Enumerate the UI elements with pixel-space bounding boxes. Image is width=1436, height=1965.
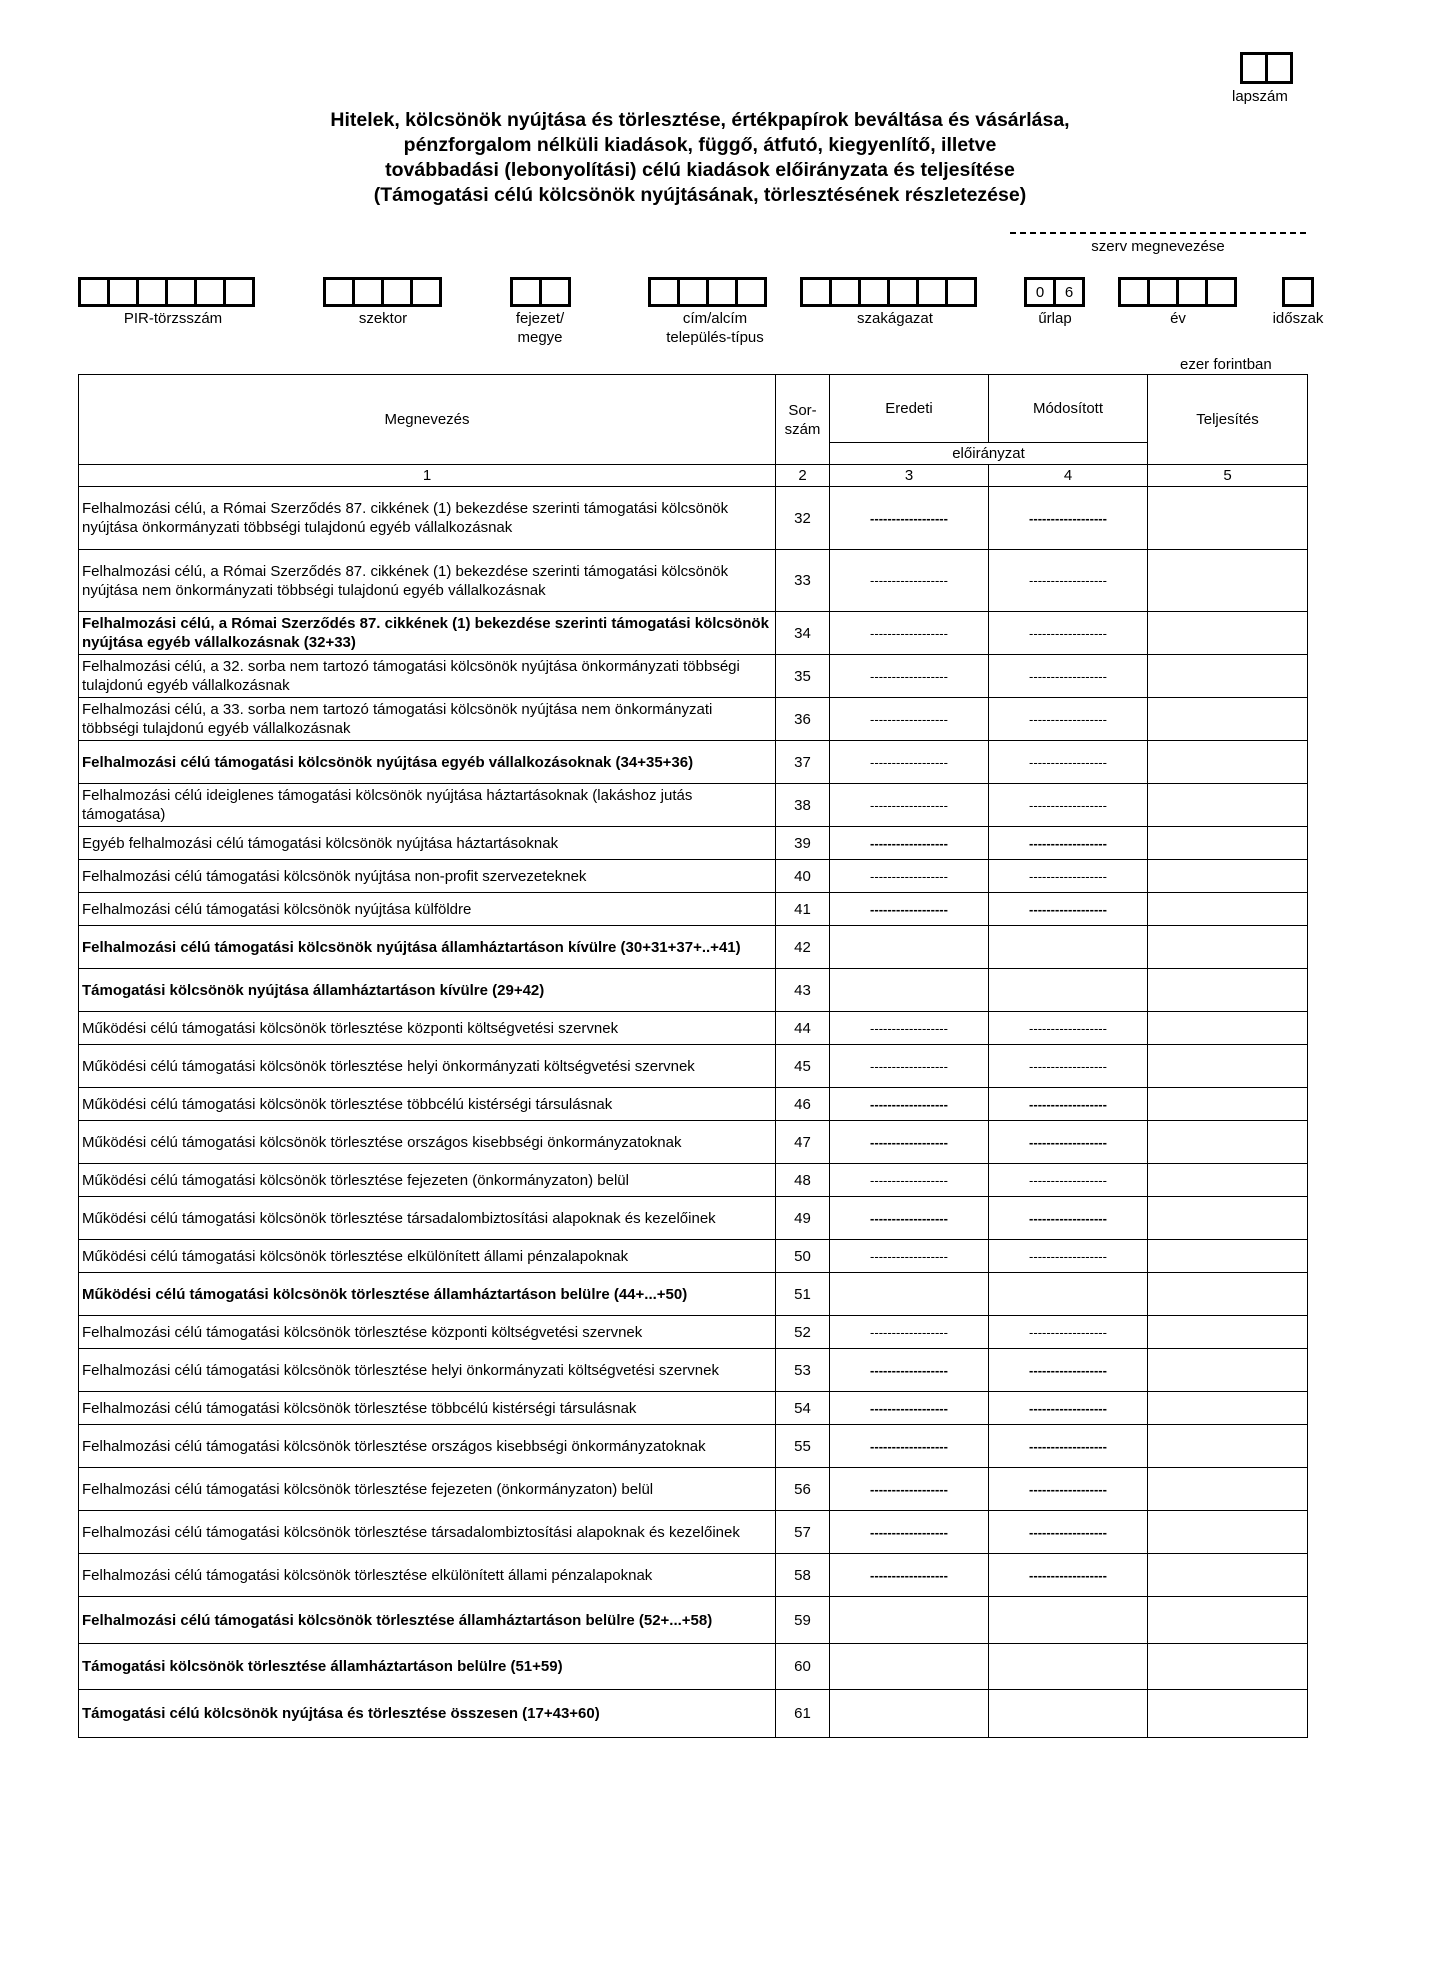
pir-box[interactable]	[223, 277, 255, 307]
cell-eredeti: ------------------	[830, 1511, 989, 1554]
szakagazat-box[interactable]	[829, 277, 861, 307]
table-row	[79, 1088, 1308, 1121]
cell-teljesites[interactable]	[1148, 926, 1308, 969]
cell-teljesites[interactable]	[1148, 969, 1308, 1012]
cell-eredeti[interactable]	[830, 969, 989, 1012]
row-number: 58	[776, 1554, 830, 1597]
row-number: 47	[776, 1121, 830, 1164]
cell-teljesites[interactable]	[1148, 860, 1308, 893]
row-number: 36	[776, 698, 830, 741]
row-number: 49	[776, 1197, 830, 1240]
row-label: Felhalmozási célú támogatási kölcsönök nyújtása non-profit szervezeteknek	[79, 860, 776, 893]
table-row	[79, 860, 1308, 893]
table-row	[79, 1392, 1308, 1425]
row-number: 32	[776, 487, 830, 550]
fejezet-label-1: fejezet/	[515, 310, 565, 327]
ev-box[interactable]	[1118, 277, 1150, 307]
row-label: Támogatási célú kölcsönök nyújtása és törlesztése összesen (17+43+60)	[79, 1690, 776, 1738]
row-number: 50	[776, 1240, 830, 1273]
cim-label-1: cím/alcím	[682, 310, 748, 327]
cell-modositott: ------------------	[989, 655, 1148, 698]
cell-modositott: ------------------	[989, 1511, 1148, 1554]
row-number: 37	[776, 741, 830, 784]
table-row	[79, 1316, 1308, 1349]
row-number: 34	[776, 612, 830, 655]
lapszam-label: lapszám	[1232, 88, 1288, 105]
szektor-box[interactable]	[381, 277, 413, 307]
table-row	[79, 893, 1308, 926]
cell-teljesites[interactable]	[1148, 1273, 1308, 1316]
cell-teljesites[interactable]	[1148, 1316, 1308, 1349]
cell-teljesites[interactable]	[1148, 827, 1308, 860]
cell-teljesites[interactable]	[1148, 1425, 1308, 1468]
lapszam-boxes[interactable]	[1240, 52, 1290, 84]
header-eloiranyzat: előirányzat	[830, 443, 1148, 465]
cell-modositott[interactable]	[989, 1273, 1148, 1316]
cell-teljesites[interactable]	[1148, 655, 1308, 698]
cell-eredeti: ------------------	[830, 1468, 989, 1511]
szektor-boxes[interactable]	[323, 277, 439, 307]
cell-eredeti: ------------------	[830, 612, 989, 655]
table-row	[79, 1425, 1308, 1468]
table-row	[79, 550, 1308, 612]
cell-modositott: ------------------	[989, 1468, 1148, 1511]
cell-eredeti: ------------------	[830, 827, 989, 860]
header-col-3: 3	[830, 465, 989, 487]
cell-teljesites[interactable]	[1148, 1197, 1308, 1240]
cell-modositott: ------------------	[989, 1554, 1148, 1597]
cell-eredeti: ------------------	[830, 1392, 989, 1425]
table-row	[79, 1644, 1308, 1690]
cell-eredeti: ------------------	[830, 1349, 989, 1392]
table-row	[79, 1045, 1308, 1088]
row-number: 51	[776, 1273, 830, 1316]
header-col-5: 5	[1148, 465, 1308, 487]
row-label: Felhalmozási célú támogatási kölcsönök törlesztése helyi önkormányzati költségvetési szervnek	[79, 1349, 776, 1392]
table-row	[79, 1273, 1308, 1316]
cell-teljesites[interactable]	[1148, 1597, 1308, 1644]
cell-teljesites[interactable]	[1148, 1088, 1308, 1121]
szakagazat-boxes[interactable]	[800, 277, 974, 307]
szerv-label: szerv megnevezése	[1091, 238, 1225, 255]
cell-teljesites[interactable]	[1148, 1468, 1308, 1511]
table-row	[79, 1240, 1308, 1273]
fejezet-box[interactable]	[539, 277, 571, 307]
cell-teljesites[interactable]	[1148, 612, 1308, 655]
cell-eredeti: ------------------	[830, 741, 989, 784]
row-number: 40	[776, 860, 830, 893]
row-label: Felhalmozási célú, a Római Szerződés 87. cikkének (1) bekezdése szerinti támogatási kölcsönök nyújtása nem önkormányzati többségi tulajdonú egyéb vállalkozásnak	[79, 550, 776, 612]
table-row	[79, 1468, 1308, 1511]
row-label: Felhalmozási célú, a 32. sorba nem tartozó támogatási kölcsönök nyújtása önkormányzati többségi tulajdonú egyéb vállalkozásnak	[79, 655, 776, 698]
cell-modositott: ------------------	[989, 1425, 1148, 1468]
cell-modositott: ------------------	[989, 550, 1148, 612]
row-label: Támogatási kölcsönök nyújtása államháztartáson kívülre (29+42)	[79, 969, 776, 1012]
cell-modositott: ------------------	[989, 1012, 1148, 1045]
row-number: 61	[776, 1690, 830, 1738]
cell-modositott: ------------------	[989, 1197, 1148, 1240]
row-number: 43	[776, 969, 830, 1012]
cell-teljesites[interactable]	[1148, 784, 1308, 827]
row-label: Egyéb felhalmozási célú támogatási kölcsönök nyújtása háztartásoknak	[79, 827, 776, 860]
pir-label: PIR-törzsszám	[123, 310, 223, 327]
cell-eredeti[interactable]	[830, 1273, 989, 1316]
pir-box[interactable]	[107, 277, 139, 307]
table-row	[79, 1690, 1308, 1738]
table-row	[79, 698, 1308, 741]
cell-eredeti: ------------------	[830, 1554, 989, 1597]
row-label: Felhalmozási célú támogatási kölcsönök törlesztése országos kisebbségi önkormányzatoknak	[79, 1425, 776, 1468]
ev-box[interactable]	[1205, 277, 1237, 307]
cell-teljesites[interactable]	[1148, 741, 1308, 784]
cell-eredeti: ------------------	[830, 893, 989, 926]
table-row	[79, 969, 1308, 1012]
row-number: 44	[776, 1012, 830, 1045]
cell-eredeti: ------------------	[830, 1240, 989, 1273]
cell-modositott: ------------------	[989, 1240, 1148, 1273]
table-row	[79, 827, 1308, 860]
table-row	[79, 1349, 1308, 1392]
cell-eredeti: ------------------	[830, 784, 989, 827]
cell-teljesites[interactable]	[1148, 487, 1308, 550]
form-title	[200, 108, 1200, 208]
cim-boxes[interactable]	[648, 277, 764, 307]
row-number: 42	[776, 926, 830, 969]
table-row	[79, 1164, 1308, 1197]
cell-modositott: ------------------	[989, 1392, 1148, 1425]
cim-box[interactable]	[735, 277, 767, 307]
cell-eredeti: ------------------	[830, 1088, 989, 1121]
cell-modositott: ------------------	[989, 612, 1148, 655]
header-modositott: Módosított	[989, 375, 1148, 443]
row-number: 38	[776, 784, 830, 827]
table-row	[79, 1197, 1308, 1240]
table-row	[79, 1121, 1308, 1164]
lapszam-box-1[interactable]	[1240, 52, 1268, 84]
title-line-3: továbbadási (lebonyolítási) célú kiadások előirányzata és teljesítése	[385, 159, 1015, 181]
row-number: 33	[776, 550, 830, 612]
row-number: 54	[776, 1392, 830, 1425]
title-line-1: Hitelek, kölcsönök nyújtása és törlesztése, értékpapírok beváltása és vásárlása,	[330, 109, 1070, 131]
szakagazat-box[interactable]	[945, 277, 977, 307]
row-label: Felhalmozási célú támogatási kölcsönök törlesztése központi költségvetési szervnek	[79, 1316, 776, 1349]
cell-eredeti[interactable]	[830, 1690, 989, 1738]
table-row	[79, 784, 1308, 827]
szerv-line[interactable]	[1010, 232, 1306, 234]
cell-modositott: ------------------	[989, 1164, 1148, 1197]
cell-teljesites[interactable]	[1148, 1121, 1308, 1164]
cell-eredeti: ------------------	[830, 860, 989, 893]
row-label: Felhalmozási célú támogatási kölcsönök törlesztése fejezeten (önkormányzaton) belül	[79, 1468, 776, 1511]
row-label: Működési célú támogatási kölcsönök törlesztése központi költségvetési szervnek	[79, 1012, 776, 1045]
row-number: 53	[776, 1349, 830, 1392]
pir-box[interactable]	[194, 277, 226, 307]
szakagazat-label: szakágazat	[857, 310, 933, 327]
unit-label: ezer forintban	[1180, 356, 1272, 373]
szakagazat-box[interactable]	[858, 277, 890, 307]
cell-modositott[interactable]	[989, 926, 1148, 969]
cell-teljesites[interactable]	[1148, 698, 1308, 741]
urlap-boxes[interactable]	[1024, 277, 1082, 307]
urlap-label: űrlap	[1038, 310, 1072, 327]
row-label: Felhalmozási célú, a 33. sorba nem tartozó támogatási kölcsönök nyújtása nem önkormányzati többségi tulajdonú egyéb vállalkozásnak	[79, 698, 776, 741]
row-number: 52	[776, 1316, 830, 1349]
row-label: Működési célú támogatási kölcsönök törlesztése országos kisebbségi önkormányzatoknak	[79, 1121, 776, 1164]
idoszak-boxes[interactable]	[1282, 277, 1311, 307]
cell-teljesites[interactable]	[1148, 1240, 1308, 1273]
szektor-box[interactable]	[410, 277, 442, 307]
row-label: Felhalmozási célú támogatási kölcsönök nyújtása államháztartáson kívülre (30+31+37+..+41)	[79, 926, 776, 969]
szektor-label: szektor	[358, 310, 408, 327]
row-label: Felhalmozási célú, a Római Szerződés 87. cikkének (1) bekezdése szerinti támogatási kölcsönök nyújtása önkormányzati többségi tulajdonú egyéb vállalkozásnak	[79, 487, 776, 550]
table-row	[79, 487, 1308, 550]
row-number: 48	[776, 1164, 830, 1197]
idoszak-box[interactable]	[1282, 277, 1314, 307]
cim-label-2: település-típus	[666, 329, 764, 346]
row-label: Felhalmozási célú támogatási kölcsönök nyújtása külföldre	[79, 893, 776, 926]
fejezet-boxes[interactable]	[510, 277, 568, 307]
row-label: Felhalmozási célú támogatási kölcsönök törlesztése társadalombiztosítási alapoknak és kezelőinek	[79, 1511, 776, 1554]
row-number: 46	[776, 1088, 830, 1121]
row-label: Felhalmozási célú támogatási kölcsönök törlesztése államháztartáson belülre (52+...+58)	[79, 1597, 776, 1644]
row-number: 41	[776, 893, 830, 926]
table-row	[79, 926, 1308, 969]
row-label: Felhalmozási célú támogatási kölcsönök törlesztése elkülönített állami pénzalapoknak	[79, 1554, 776, 1597]
cell-eredeti: ------------------	[830, 550, 989, 612]
cell-modositott: ------------------	[989, 698, 1148, 741]
szakagazat-box[interactable]	[887, 277, 919, 307]
ev-label: év	[1170, 310, 1186, 327]
cell-eredeti: ------------------	[830, 1045, 989, 1088]
cell-modositott: ------------------	[989, 1045, 1148, 1088]
ev-box[interactable]	[1147, 277, 1179, 307]
cell-teljesites[interactable]	[1148, 1644, 1308, 1690]
cell-teljesites[interactable]	[1148, 1554, 1308, 1597]
fejezet-label	[490, 309, 590, 347]
header-col-2: 2	[776, 465, 830, 487]
cell-modositott: ------------------	[989, 1121, 1148, 1164]
cell-teljesites[interactable]	[1148, 550, 1308, 612]
header-sorszam: Sor- szám	[776, 375, 830, 465]
header-col-4: 4	[989, 465, 1148, 487]
szektor-box[interactable]	[323, 277, 355, 307]
main-table	[78, 374, 1308, 1738]
row-number: 59	[776, 1597, 830, 1644]
cell-eredeti: ------------------	[830, 1425, 989, 1468]
cell-modositott: ------------------	[989, 741, 1148, 784]
cell-teljesites[interactable]	[1148, 893, 1308, 926]
cell-eredeti[interactable]	[830, 926, 989, 969]
cell-teljesites[interactable]	[1148, 1349, 1308, 1392]
row-label: Felhalmozási célú ideiglenes támogatási kölcsönök nyújtása háztartásoknak (lakáshoz jutás támogatása)	[79, 784, 776, 827]
cell-teljesites[interactable]	[1148, 1511, 1308, 1554]
szakagazat-box[interactable]	[800, 277, 832, 307]
row-label: Támogatási kölcsönök törlesztése államháztartáson belülre (51+59)	[79, 1644, 776, 1690]
cell-eredeti: ------------------	[830, 1316, 989, 1349]
title-line-4: (Támogatási célú kölcsönök nyújtásának, törlesztésének részletezése)	[373, 184, 1027, 206]
cell-teljesites[interactable]	[1148, 1164, 1308, 1197]
header-teljesites: Teljesítés	[1148, 375, 1308, 465]
header-col-1: 1	[79, 465, 776, 487]
row-number: 45	[776, 1045, 830, 1088]
cell-modositott: ------------------	[989, 1349, 1148, 1392]
lapszam-box-2[interactable]	[1265, 52, 1293, 84]
table-row	[79, 1511, 1308, 1554]
row-label: Működési célú támogatási kölcsönök törlesztése többcélú kistérségi társulásnak	[79, 1088, 776, 1121]
row-number: 39	[776, 827, 830, 860]
cell-eredeti: ------------------	[830, 655, 989, 698]
cell-teljesites[interactable]	[1148, 1045, 1308, 1088]
row-label: Működési célú támogatási kölcsönök törlesztése helyi önkormányzati költségvetési szervnek	[79, 1045, 776, 1088]
cim-box[interactable]	[648, 277, 680, 307]
table-row	[79, 1597, 1308, 1644]
cell-eredeti: ------------------	[830, 1012, 989, 1045]
cell-modositott: ------------------	[989, 487, 1148, 550]
header-megnevezes: Megnevezés	[79, 375, 776, 465]
row-number: 35	[776, 655, 830, 698]
szakagazat-box[interactable]	[916, 277, 948, 307]
cell-modositott: ------------------	[989, 860, 1148, 893]
table-row	[79, 655, 1308, 698]
pir-box[interactable]	[165, 277, 197, 307]
pir-boxes[interactable]	[78, 277, 252, 307]
cell-modositott: ------------------	[989, 893, 1148, 926]
ev-boxes[interactable]	[1118, 277, 1234, 307]
row-label: Működési célú támogatási kölcsönök törlesztése elkülönített állami pénzalapoknak	[79, 1240, 776, 1273]
row-label: Felhalmozási célú támogatási kölcsönök nyújtása egyéb vállalkozásoknak (34+35+36)	[79, 741, 776, 784]
table-row	[79, 1012, 1308, 1045]
row-number: 56	[776, 1468, 830, 1511]
cell-eredeti: ------------------	[830, 487, 989, 550]
cell-teljesites[interactable]	[1148, 1690, 1308, 1738]
cell-modositott: ------------------	[989, 1088, 1148, 1121]
urlap-box: 0	[1024, 277, 1056, 307]
cell-teljesites[interactable]	[1148, 1392, 1308, 1425]
cell-modositott[interactable]	[989, 1597, 1148, 1644]
pir-box[interactable]	[78, 277, 110, 307]
cell-modositott[interactable]	[989, 969, 1148, 1012]
row-number: 60	[776, 1644, 830, 1690]
cell-modositott: ------------------	[989, 784, 1148, 827]
table-row	[79, 612, 1308, 655]
cim-label	[640, 309, 790, 347]
row-label: Felhalmozási célú támogatási kölcsönök törlesztése többcélú kistérségi társulásnak	[79, 1392, 776, 1425]
row-label: Működési célú támogatási kölcsönök törlesztése társadalombiztosítási alapoknak és kezelőinek	[79, 1197, 776, 1240]
cell-eredeti: ------------------	[830, 1121, 989, 1164]
fejezet-label-2: megye	[517, 329, 563, 346]
title-line-2: pénzforgalom nélküli kiadások, függő, átfutó, kiegyenlítő, illetve	[403, 134, 997, 156]
cell-modositott: ------------------	[989, 1316, 1148, 1349]
row-number: 55	[776, 1425, 830, 1468]
pir-box[interactable]	[136, 277, 168, 307]
fejezet-box[interactable]	[510, 277, 542, 307]
row-label: Felhalmozási célú, a Római Szerződés 87. cikkének (1) bekezdése szerinti támogatási kölcsönök nyújtása egyéb vállalkozásnak (32+33)	[79, 612, 776, 655]
row-number: 57	[776, 1511, 830, 1554]
cell-teljesites[interactable]	[1148, 1012, 1308, 1045]
cell-eredeti: ------------------	[830, 698, 989, 741]
cell-modositott: ------------------	[989, 827, 1148, 860]
cell-modositott[interactable]	[989, 1690, 1148, 1738]
cell-eredeti[interactable]	[830, 1597, 989, 1644]
idoszak-label: időszak	[1272, 310, 1324, 327]
row-label: Működési célú támogatási kölcsönök törlesztése államháztartáson belülre (44+...+50)	[79, 1273, 776, 1316]
cim-box[interactable]	[677, 277, 709, 307]
urlap-box: 6	[1053, 277, 1085, 307]
szektor-box[interactable]	[352, 277, 384, 307]
cell-modositott[interactable]	[989, 1644, 1148, 1690]
header-eredeti: Eredeti	[830, 375, 989, 443]
cell-eredeti: ------------------	[830, 1197, 989, 1240]
cell-eredeti: ------------------	[830, 1164, 989, 1197]
cell-eredeti[interactable]	[830, 1644, 989, 1690]
table-row	[79, 1554, 1308, 1597]
cim-box[interactable]	[706, 277, 738, 307]
table-row	[79, 741, 1308, 784]
row-label: Működési célú támogatási kölcsönök törlesztése fejezeten (önkormányzaton) belül	[79, 1164, 776, 1197]
ev-box[interactable]	[1176, 277, 1208, 307]
